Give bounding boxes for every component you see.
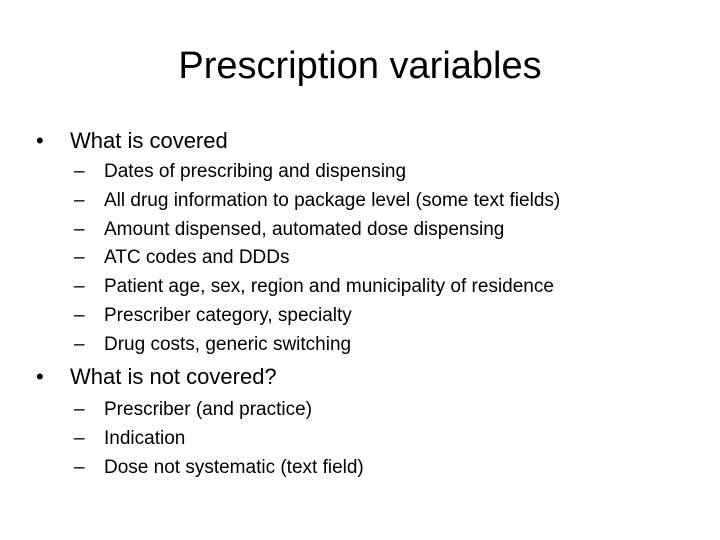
list-item: [74, 244, 696, 273]
list-item: [74, 454, 696, 483]
list-item: [74, 216, 696, 245]
list-item-text: ATC codes and DDDs: [104, 247, 290, 269]
heading-text: What is not covered?: [70, 364, 277, 389]
dash-icon: –: [74, 218, 85, 240]
dash-icon: –: [74, 456, 85, 478]
list-item: [74, 158, 696, 187]
list-item: [74, 302, 696, 331]
list-item-text: Indication: [104, 427, 186, 449]
dash-icon: –: [74, 304, 85, 326]
list-item-text: Drug costs, generic switching: [104, 333, 352, 355]
bullet-heading-covered: [36, 126, 696, 156]
bullet-heading-not-covered: [36, 362, 696, 392]
list-item: [74, 396, 696, 425]
section-not-covered: [36, 362, 696, 482]
dash-icon: –: [74, 333, 85, 355]
dash-icon: –: [74, 427, 85, 449]
list-item: [74, 273, 696, 302]
list-item-text: All drug information to package level (some text fields): [104, 189, 561, 211]
slide-title: Prescription variables: [178, 45, 542, 87]
list-item-text: Dates of prescribing and dispensing: [104, 161, 407, 182]
list-item: [74, 331, 696, 360]
list-item-text: Prescriber category, specialty: [104, 304, 352, 326]
heading-text: What is covered: [70, 128, 228, 153]
list-item-text: Patient age, sex, region and municipality of residence: [104, 276, 554, 298]
dash-icon: –: [74, 161, 85, 182]
not-covered-list: [74, 396, 696, 482]
list-item: [74, 425, 696, 454]
bullet-icon: •: [36, 364, 44, 389]
dash-icon: –: [74, 276, 85, 298]
dash-icon: –: [74, 399, 85, 420]
dash-icon: –: [74, 247, 85, 269]
section-covered: [36, 126, 696, 360]
list-item-text: Amount dispensed, automated dose dispensing: [104, 218, 505, 240]
bullet-icon: •: [36, 128, 44, 153]
list-item: [74, 187, 696, 216]
covered-list: [74, 158, 696, 360]
list-item-text: Dose not systematic (text field): [104, 456, 364, 478]
list-item-text: Prescriber (and practice): [104, 399, 313, 420]
dash-icon: –: [74, 189, 85, 211]
